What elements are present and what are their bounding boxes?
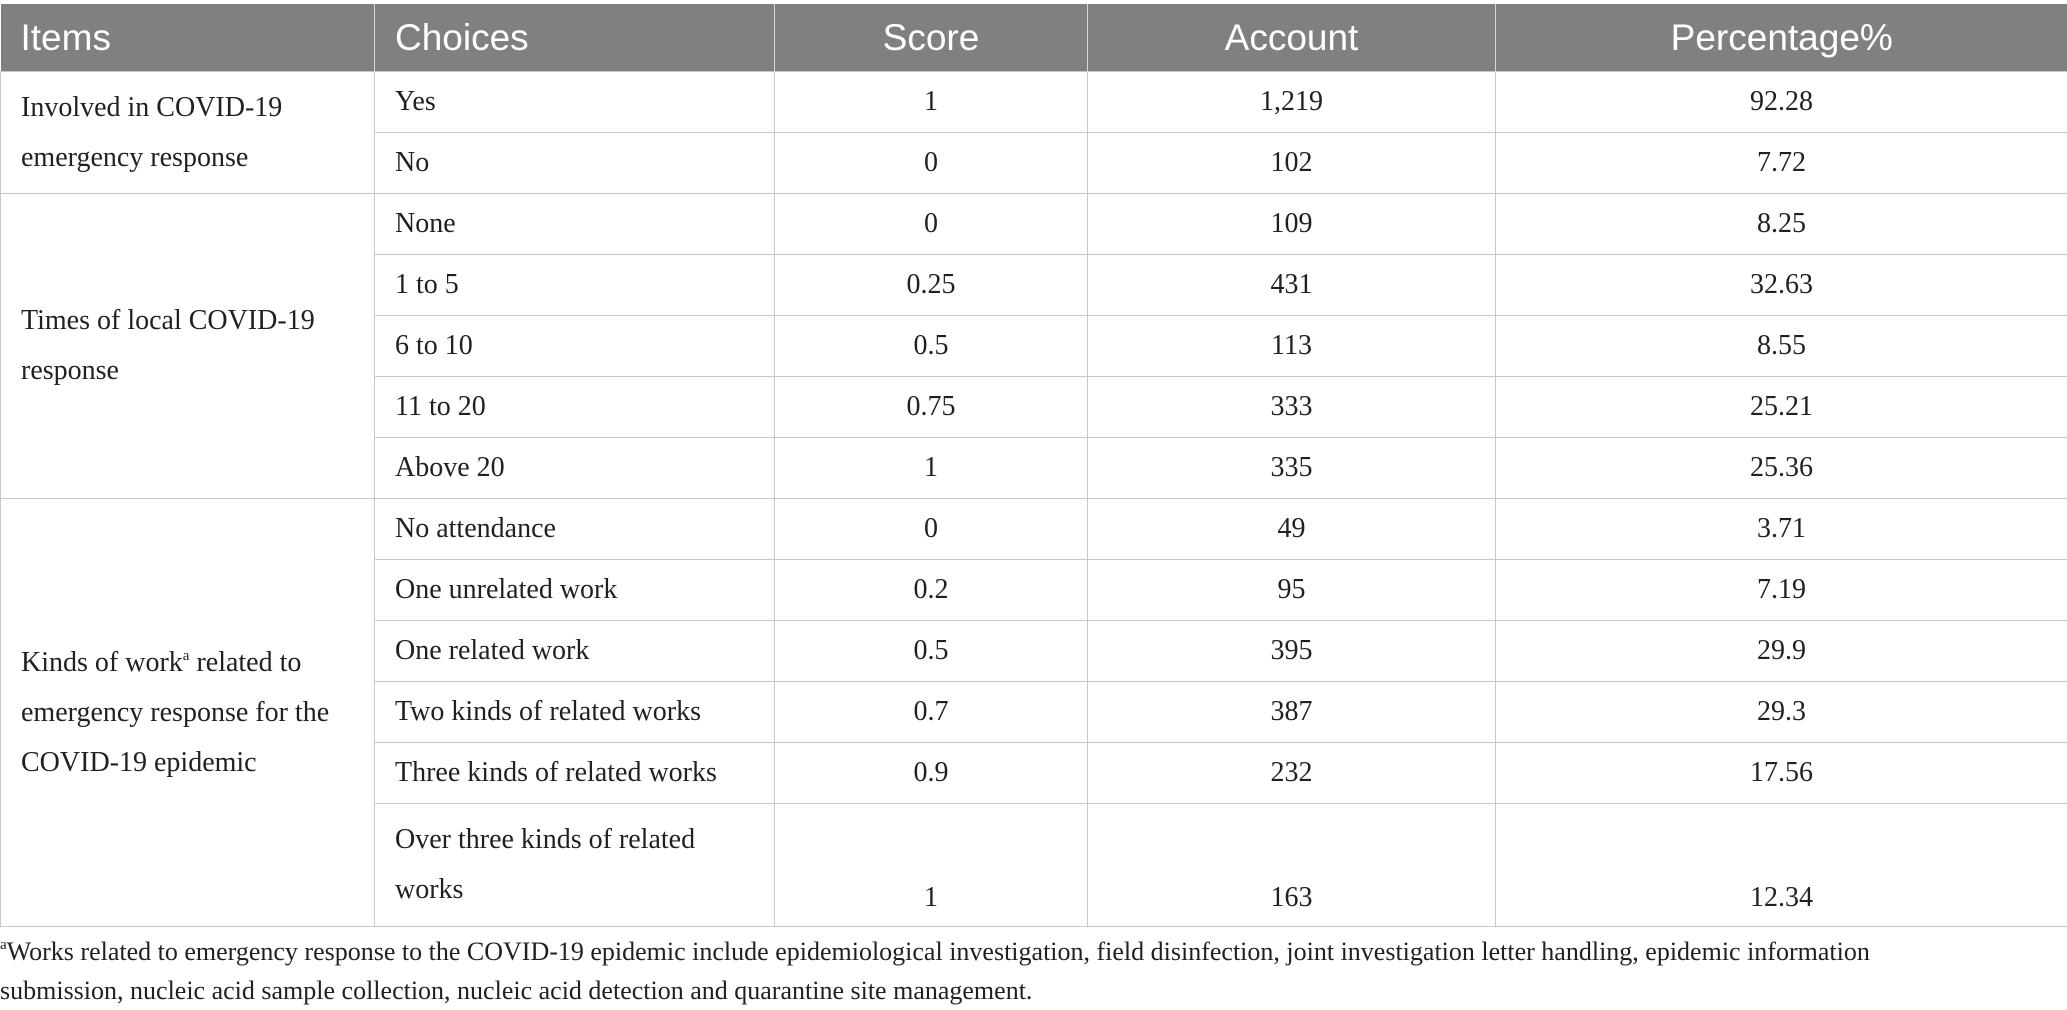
choice-cell: One unrelated work (375, 560, 775, 621)
choice-cell: Yes (375, 72, 775, 133)
score-cell: 0.9 (775, 743, 1088, 804)
account-cell: 163 (1088, 804, 1496, 927)
percentage-cell: 7.72 (1496, 133, 2067, 194)
percentage-cell: 12.34 (1496, 804, 2067, 927)
header-percentage: Percentage% (1496, 4, 2067, 72)
item-cell (1, 499, 375, 927)
choice-cell: One related work (375, 621, 775, 682)
account-cell: 113 (1088, 316, 1496, 377)
percentage-cell: 29.9 (1496, 621, 2067, 682)
footnote-line: submission, nucleic acid sample collection, nucleic acid detection and quarantine site management. (0, 976, 1033, 1005)
choice-cell: Three kinds of related works (375, 743, 775, 804)
item-label-line: emergency response (21, 141, 249, 173)
choice-cell (375, 804, 775, 927)
account-cell: 1,219 (1088, 72, 1496, 133)
account-cell: 431 (1088, 255, 1496, 316)
score-cell: 1 (775, 438, 1088, 499)
choice-cell: No attendance (375, 499, 775, 560)
score-cell: 0.75 (775, 377, 1088, 438)
data-table (0, 4, 2067, 927)
choice-cell: 1 to 5 (375, 255, 775, 316)
item-label-line: related to (189, 646, 302, 678)
percentage-cell: 3.71 (1496, 499, 2067, 560)
score-cell: 1 (775, 804, 1088, 927)
percentage-cell: 92.28 (1496, 72, 2067, 133)
item-label-line: Times of local COVID-19 (21, 305, 315, 336)
account-cell: 395 (1088, 621, 1496, 682)
percentage-cell: 8.25 (1496, 194, 2067, 255)
header-items: Items (1, 4, 375, 72)
header-score: Score (775, 4, 1088, 72)
item-cell (1, 72, 375, 194)
account-cell: 232 (1088, 743, 1496, 804)
percentage-cell: 8.55 (1496, 316, 2067, 377)
score-cell: 0 (775, 133, 1088, 194)
score-cell: 0.5 (775, 621, 1088, 682)
table-row (1, 499, 2067, 560)
percentage-cell: 25.21 (1496, 377, 2067, 438)
account-cell: 49 (1088, 499, 1496, 560)
percentage-cell: 29.3 (1496, 682, 2067, 743)
footnote-mark: a (0, 937, 7, 953)
table-row (1, 194, 2067, 255)
score-cell: 0.25 (775, 255, 1088, 316)
header-row (1, 4, 2067, 72)
account-cell: 102 (1088, 133, 1496, 194)
choice-label-line: Over three kinds of related (395, 824, 696, 855)
account-cell: 109 (1088, 194, 1496, 255)
choice-cell: None (375, 194, 775, 255)
choice-cell: Above 20 (375, 438, 775, 499)
score-cell: 0 (775, 499, 1088, 560)
choice-cell: No (375, 133, 775, 194)
item-label-line: emergency response for the (21, 696, 330, 728)
choice-label-line: works (395, 874, 464, 905)
header-choices: Choices (375, 4, 775, 72)
footnote-mark: a (182, 647, 190, 664)
header-account: Account (1088, 4, 1496, 72)
score-cell: 0.5 (775, 316, 1088, 377)
choice-cell: Two kinds of related works (375, 682, 775, 743)
choice-cell: 11 to 20 (375, 377, 775, 438)
table-row (1, 72, 2067, 133)
footnote-line: Works related to emergency response to the COVID-19 epidemic include epidemiological investigation, field disinfection, joint investigation letter handling, epidemic information (6, 937, 1870, 966)
score-cell: 0.7 (775, 682, 1088, 743)
percentage-cell: 32.63 (1496, 255, 2067, 316)
item-label-line: response (21, 355, 119, 386)
account-cell: 335 (1088, 438, 1496, 499)
item-label-line: COVID-19 epidemic (21, 746, 257, 778)
account-cell: 333 (1088, 377, 1496, 438)
score-cell: 0 (775, 194, 1088, 255)
account-cell: 95 (1088, 560, 1496, 621)
percentage-cell: 25.36 (1496, 438, 2067, 499)
account-cell: 387 (1088, 682, 1496, 743)
score-cell: 1 (775, 72, 1088, 133)
item-label-line: Kinds of work (21, 646, 183, 678)
percentage-cell: 17.56 (1496, 743, 2067, 804)
percentage-cell: 7.19 (1496, 560, 2067, 621)
item-label-line: Involved in COVID-19 (21, 91, 283, 123)
choice-cell: 6 to 10 (375, 316, 775, 377)
item-cell (1, 194, 375, 499)
table-footnote (0, 932, 2040, 1010)
score-cell: 0.2 (775, 560, 1088, 621)
